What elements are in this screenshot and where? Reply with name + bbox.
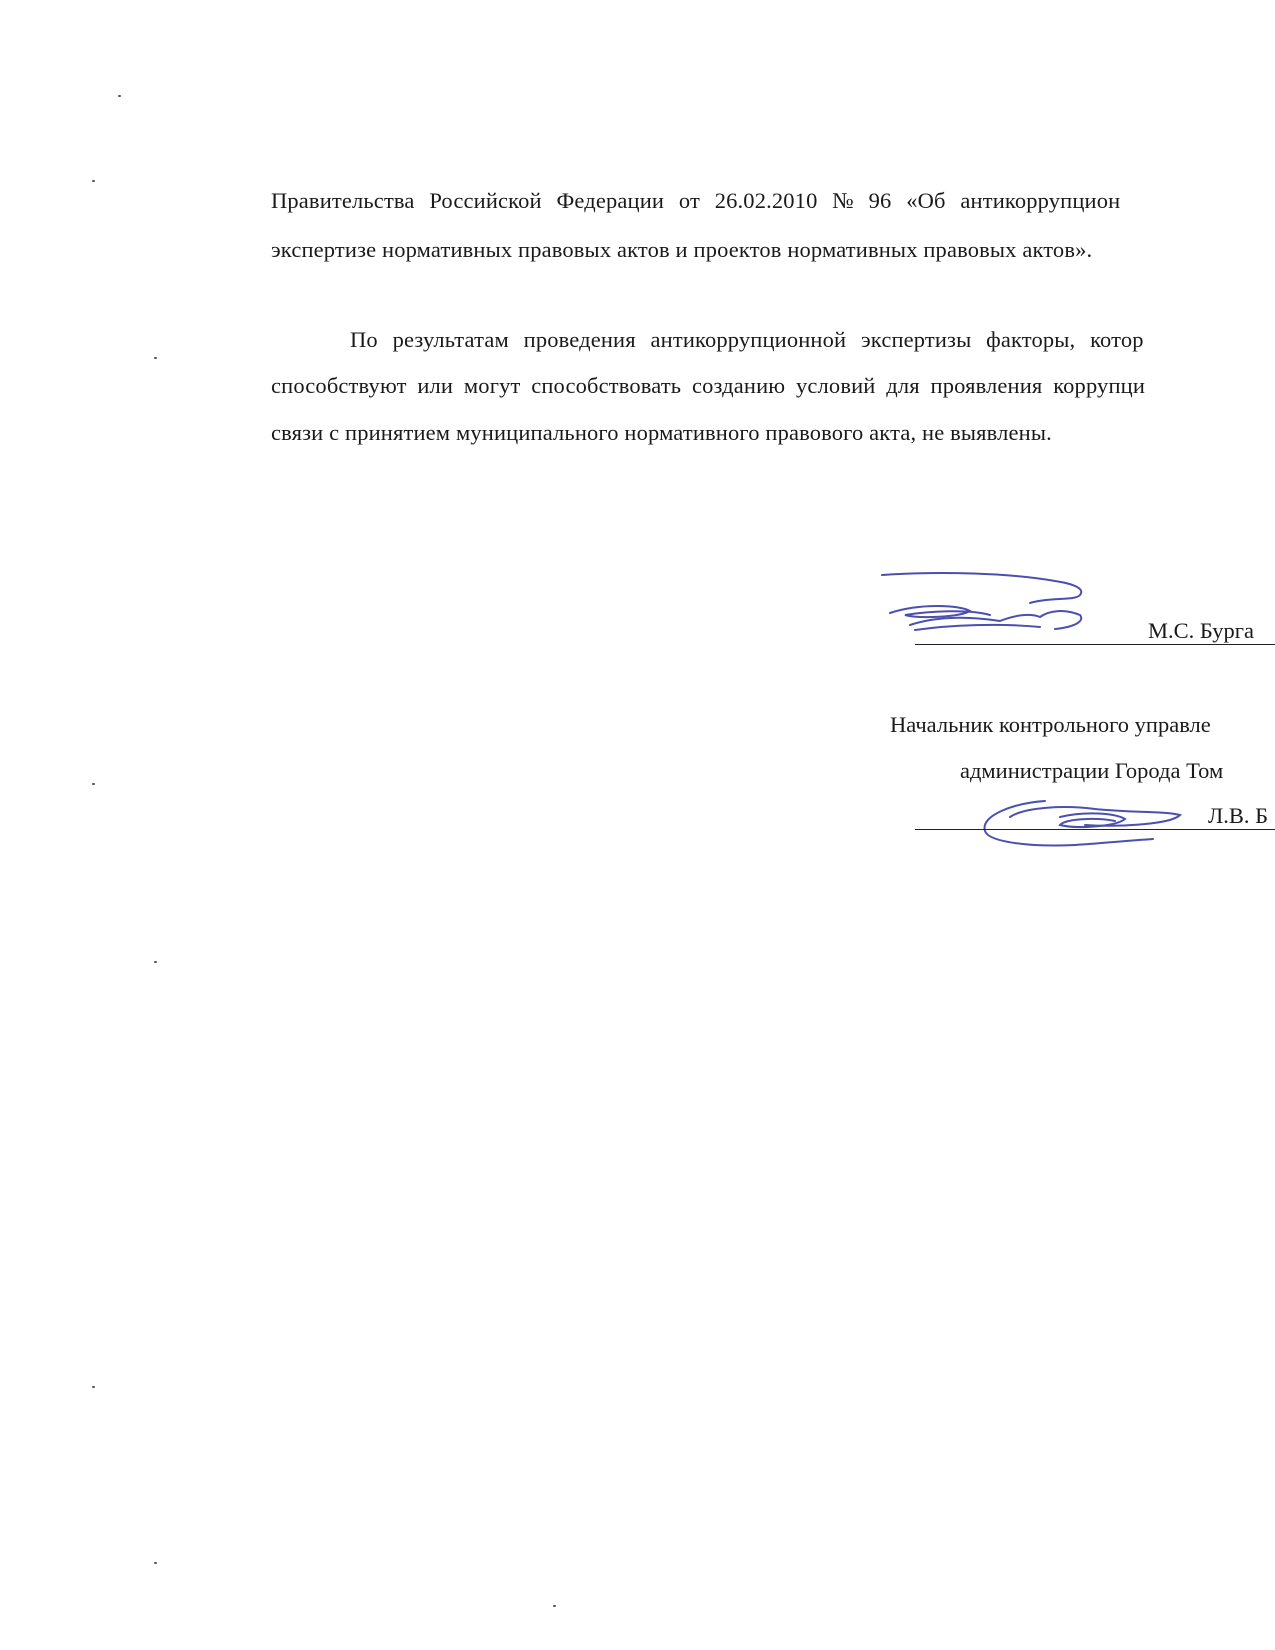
paragraph-2-line-2: способствуют или могут способствовать созданию условий для проявления коррупци (271, 373, 1146, 398)
signature-line-1 (915, 644, 1275, 645)
scan-speck (92, 1386, 95, 1388)
handwritten-signature-2 (975, 795, 1215, 855)
signature-line-2 (915, 829, 1275, 830)
paragraph-1-line-1: Правительства Российской Федерации от 26.02.2010 № 96 «Об антикоррупцион (271, 188, 1121, 213)
scan-speck (553, 1605, 556, 1607)
signatory-2-position-line-1: Начальник контрольного управле (890, 712, 1211, 737)
paragraph-1-line-2: экспертизе нормативных правовых актов и проектов нормативных правовых актов». (271, 237, 1093, 262)
paragraph-2-line-1: По результатам проведения антикоррупционной экспертизы факторы, котор (350, 327, 1144, 352)
signatory-2-position-line-2: администрации Города Том (960, 758, 1224, 783)
scan-speck (92, 783, 95, 785)
handwritten-signature-1 (880, 565, 1120, 645)
scan-speck (92, 180, 95, 182)
signatory-2-name: Л.В. Б (1208, 803, 1269, 828)
scan-speck (154, 961, 157, 963)
paragraph-2-line-3: связи с принятием муниципального нормативного правового акта, не выявлены. (271, 420, 1052, 445)
scan-speck (154, 357, 157, 359)
scan-speck (118, 95, 121, 97)
scan-speck (154, 1562, 157, 1564)
signatory-1-name: М.С. Бурга (1148, 618, 1254, 643)
